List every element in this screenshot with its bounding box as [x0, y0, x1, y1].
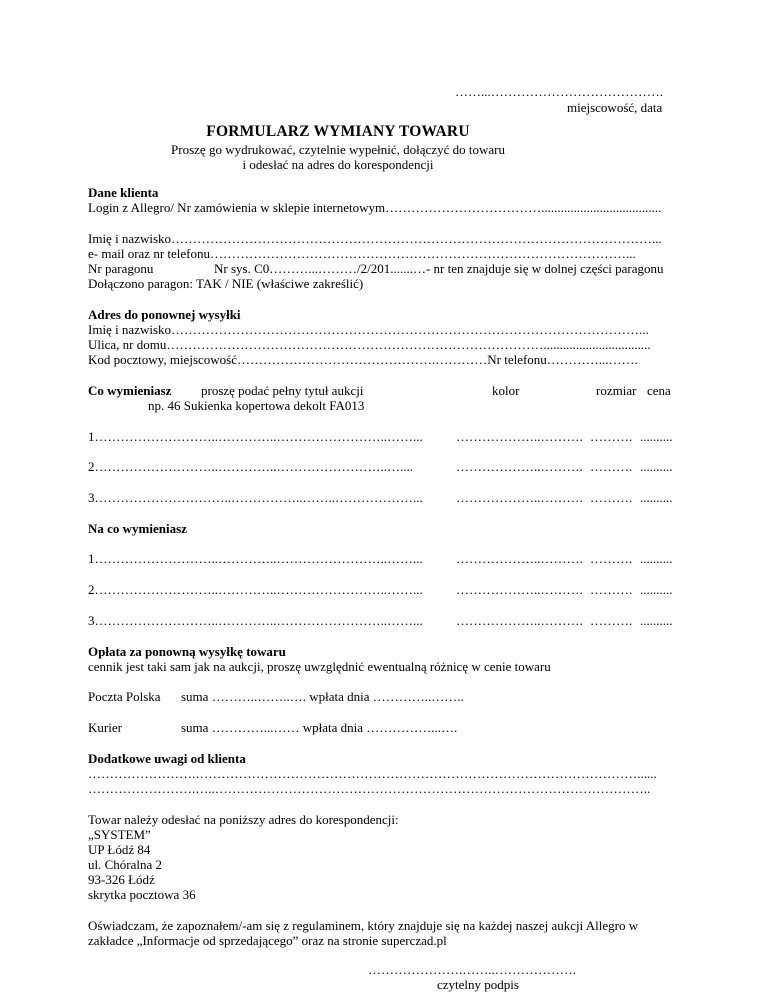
- exchange-heading: Co wymieniasz: [88, 383, 172, 398]
- shipping-name-field[interactable]: Imię i nazwisko………………………………………………………………………………………………...: [88, 322, 649, 337]
- email-phone-field[interactable]: e- mail oraz nr telefonu……………………………………………………………………………………...: [88, 246, 636, 261]
- exchange-size-3[interactable]: ……….: [590, 490, 633, 505]
- exchange-item-3[interactable]: 3…………………………..……………..……..………………...: [88, 490, 423, 505]
- column-price: cena: [647, 383, 671, 398]
- form-title: FORMULARZ WYMIANY TOWARU: [206, 124, 470, 139]
- replacement-color-3[interactable]: ………………..……….: [456, 613, 583, 628]
- address-line-2: UP Łódź 84: [88, 842, 151, 857]
- signature-field[interactable]: ………………….……..……………….: [368, 962, 576, 977]
- exchange-price-1[interactable]: ..........: [640, 429, 673, 444]
- exchange-hint-1: proszę podać pełny tytuł aukcji: [201, 383, 364, 398]
- receipt-label: Nr paragonu: [88, 261, 154, 276]
- replacement-price-3[interactable]: ..........: [640, 613, 673, 628]
- replacement-size-2[interactable]: ……….: [590, 582, 633, 597]
- replacement-item-3[interactable]: 3………………………..…………..……………………..……...: [88, 613, 423, 628]
- carrier-poczta-polska: Poczta Polska: [88, 689, 161, 704]
- kurier-payment-field[interactable]: suma …………...…… wpłata dnia ……………...….: [181, 720, 458, 735]
- signature-label: czytelny podpis: [437, 977, 519, 992]
- replacement-item-2[interactable]: 2………………………..…………..……………………..……...: [88, 582, 423, 597]
- place-date-field[interactable]: ……...………………………………….: [455, 84, 663, 99]
- fee-note: cennik jest taki sam jak na aukcji, proszę uwzględnić ewentualną różnicę w cenie towaru: [88, 659, 551, 674]
- address-line-1: „SYSTEM”: [88, 827, 151, 842]
- exchange-item-1[interactable]: 1………………………..…………..……………………..……...: [88, 429, 423, 444]
- poczta-polska-payment-field[interactable]: suma ………..……..…. wpłata dnia …………..……..: [181, 689, 464, 704]
- subtitle-line-2: i odesłać na adres do korespondencji: [242, 157, 434, 172]
- replacement-color-2[interactable]: ………………..……….: [456, 582, 583, 597]
- street-field[interactable]: Ulica, nr domu…………………………………………………………………………….................................: [88, 337, 651, 352]
- replacement-size-3[interactable]: ……….: [590, 613, 633, 628]
- subtitle-line-1: Proszę go wydrukować, czytelnie wypełnić, dołączyć do towaru: [171, 142, 505, 157]
- exchange-size-1[interactable]: ……….: [590, 429, 633, 444]
- statement-line-2: zakładce „Informacje od sprzedającego” oraz na stronie superczad.pl: [88, 933, 447, 948]
- address-line-3: ul. Chóralna 2: [88, 857, 163, 872]
- fee-heading: Opłata za ponowną wysyłkę towaru: [88, 644, 286, 659]
- column-size: rozmiar: [596, 383, 637, 398]
- replacement-color-1[interactable]: ………………..……….: [456, 551, 583, 566]
- remarks-line-1[interactable]: …………………….…………………………………………………………………………………………......: [88, 766, 657, 781]
- exchange-item-2[interactable]: 2………………………..…………..……………………..…....: [88, 459, 413, 474]
- replacement-price-1[interactable]: ..........: [640, 551, 673, 566]
- replacement-price-2[interactable]: ..........: [640, 582, 673, 597]
- replacement-item-1[interactable]: 1………………………..…………..……………………..……...: [88, 551, 423, 566]
- exchange-color-3[interactable]: ………………..……….: [456, 490, 583, 505]
- remarks-line-2[interactable]: …………………….…..………………………………………………………………………………………..: [88, 781, 651, 796]
- place-date-label: miejscowość, data: [567, 100, 663, 115]
- carrier-kurier: Kurier: [88, 720, 122, 735]
- address-line-5: skrytka pocztowa 36: [88, 887, 196, 902]
- exchange-price-2[interactable]: ..........: [640, 459, 673, 474]
- exchange-price-3[interactable]: ..........: [640, 490, 673, 505]
- replacement-heading: Na co wymieniasz: [88, 521, 187, 536]
- client-heading: Dane klienta: [88, 185, 159, 200]
- client-name-field[interactable]: Imię i nazwisko…………………………………………………………………………………………………...: [88, 231, 662, 246]
- exchange-hint-2: np. 46 Sukienka kopertowa dekolt FA013: [148, 398, 365, 413]
- postcode-phone-field[interactable]: Kod pocztowy, miejscowość……………………………………….…………Nr telefonu…………...…….: [88, 352, 638, 367]
- address-intro: Towar należy odesłać na poniższy adres do korespondencji:: [88, 812, 399, 827]
- column-color: kolor: [492, 383, 520, 398]
- replacement-size-1[interactable]: ……….: [590, 551, 633, 566]
- shipping-heading: Adres do ponownej wysyłki: [88, 307, 241, 322]
- receipt-sys-field[interactable]: Nr sys. C0………...………/2/201.......…- nr ten znajduje się w dolnej części paragonu: [214, 261, 664, 276]
- receipt-attached[interactable]: Dołączono paragon: TAK / NIE (właściwe zakreślić): [88, 276, 364, 291]
- exchange-size-2[interactable]: ……….: [590, 459, 633, 474]
- login-field[interactable]: Login z Allegro/ Nr zamówienia w sklepie internetowym……………………………….....................................: [88, 200, 662, 215]
- exchange-color-1[interactable]: ………………..……….: [456, 429, 583, 444]
- remarks-heading: Dodatkowe uwagi od klienta: [88, 751, 246, 766]
- address-line-4: 93-326 Łódź: [88, 872, 155, 887]
- statement-line-1: Oświadczam, że zapoznałem/-am się z regulaminem, który znajduje się na każdej naszej aukcji Allegro w: [88, 918, 639, 933]
- exchange-color-2[interactable]: ………………..……….: [456, 459, 583, 474]
